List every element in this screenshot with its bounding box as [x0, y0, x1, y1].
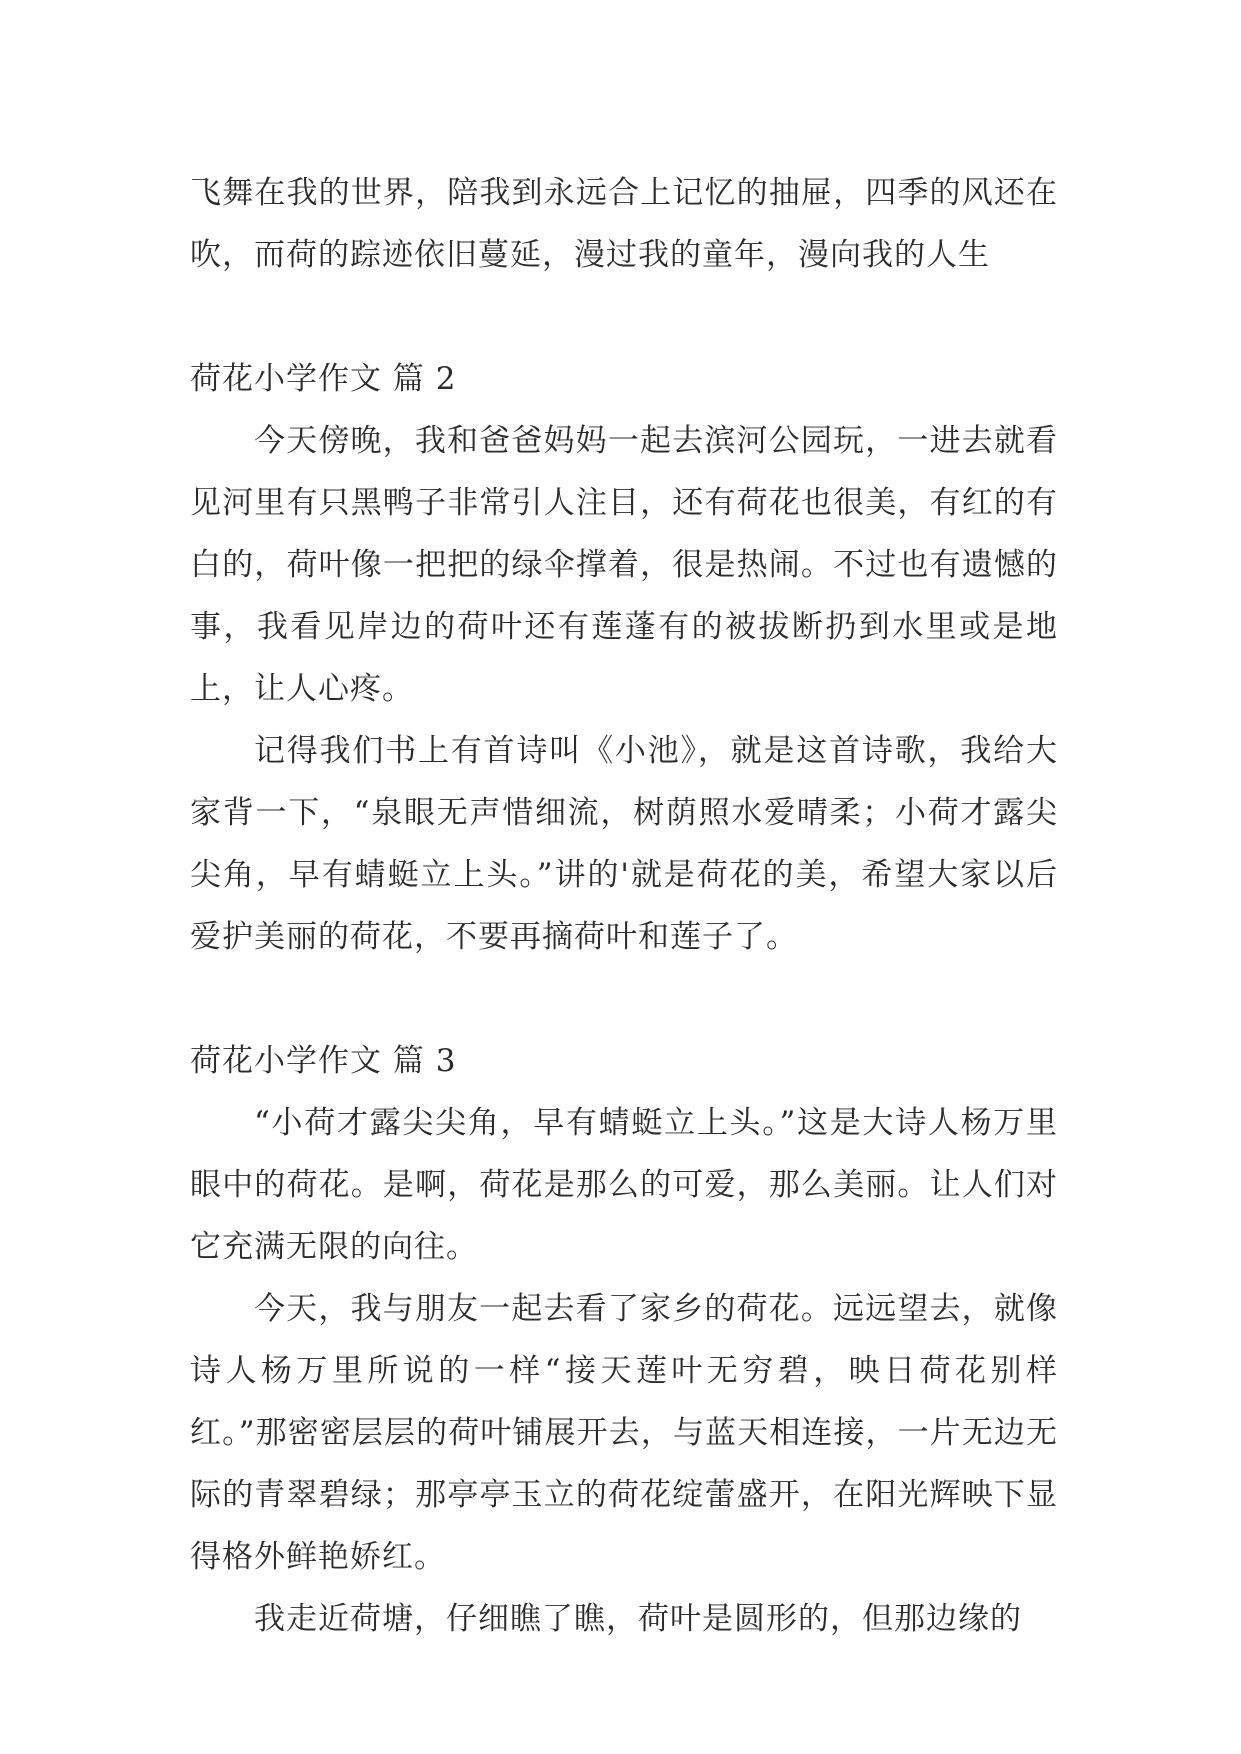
section-3-paragraph-3: 我走近荷塘，仔细瞧了瞧，荷叶是圆形的，但那边缘的: [254, 1601, 1022, 1637]
section-2-paragraph-2: 记得我们书上有首诗叫《小池》，就是这首诗歌，我给大家背一下，“泉眼无声惜细流，树荫照水爱晴柔；小荷才露尖尖角，早有蜻蜓立上头。”讲的'就是荷花的美，希望大家以后爱护美丽的荷花，不要再摘荷叶和莲子了。: [190, 733, 1058, 955]
document-body: [190, 162, 1058, 1650]
section-gap: [190, 968, 1058, 1030]
section-3-heading: 荷花小学作文 篇 3: [190, 1043, 457, 1079]
intro-paragraph: 飞舞在我的世界，陪我到永远合上记忆的抽屉，四季的风还在吹，而荷的踪迹依旧蔓延，漫过我的童年，漫向我的人生: [190, 175, 1058, 273]
section-2-heading: 荷花小学作文 篇 2: [190, 361, 457, 397]
section-3-paragraph-2: 今天，我与朋友一起去看了家乡的荷花。远远望去，就像诗人杨万里所说的一样“接天莲叶无穷碧，映日荷花别样红。”那密密层层的荷叶铺展开去，与蓝天相连接，一片无边无际的青翠碧绿；那亭亭玉立的荷花绽蕾盛开，在阳光辉映下显得格外鲜艳娇红。: [190, 1291, 1058, 1575]
section-3-paragraph-1: “小荷才露尖尖角，早有蜻蜓立上头。”这是大诗人杨万里眼中的荷花。是啊，荷花是那么的可爱，那么美丽。让人们对它充满无限的向往。: [190, 1105, 1058, 1265]
section-2-paragraph-1: 今天傍晚，我和爸爸妈妈一起去滨河公园玩，一进去就看见河里有只黑鸭子非常引人注目，还有荷花也很美，有红的有白的，荷叶像一把把的绿伞撑着，很是热闹。不过也有遗憾的事，我看见岸边的荷叶还有莲蓬有的被拔断扔到水里或是地上，让人心疼。: [190, 423, 1058, 707]
section-gap: [190, 286, 1058, 348]
